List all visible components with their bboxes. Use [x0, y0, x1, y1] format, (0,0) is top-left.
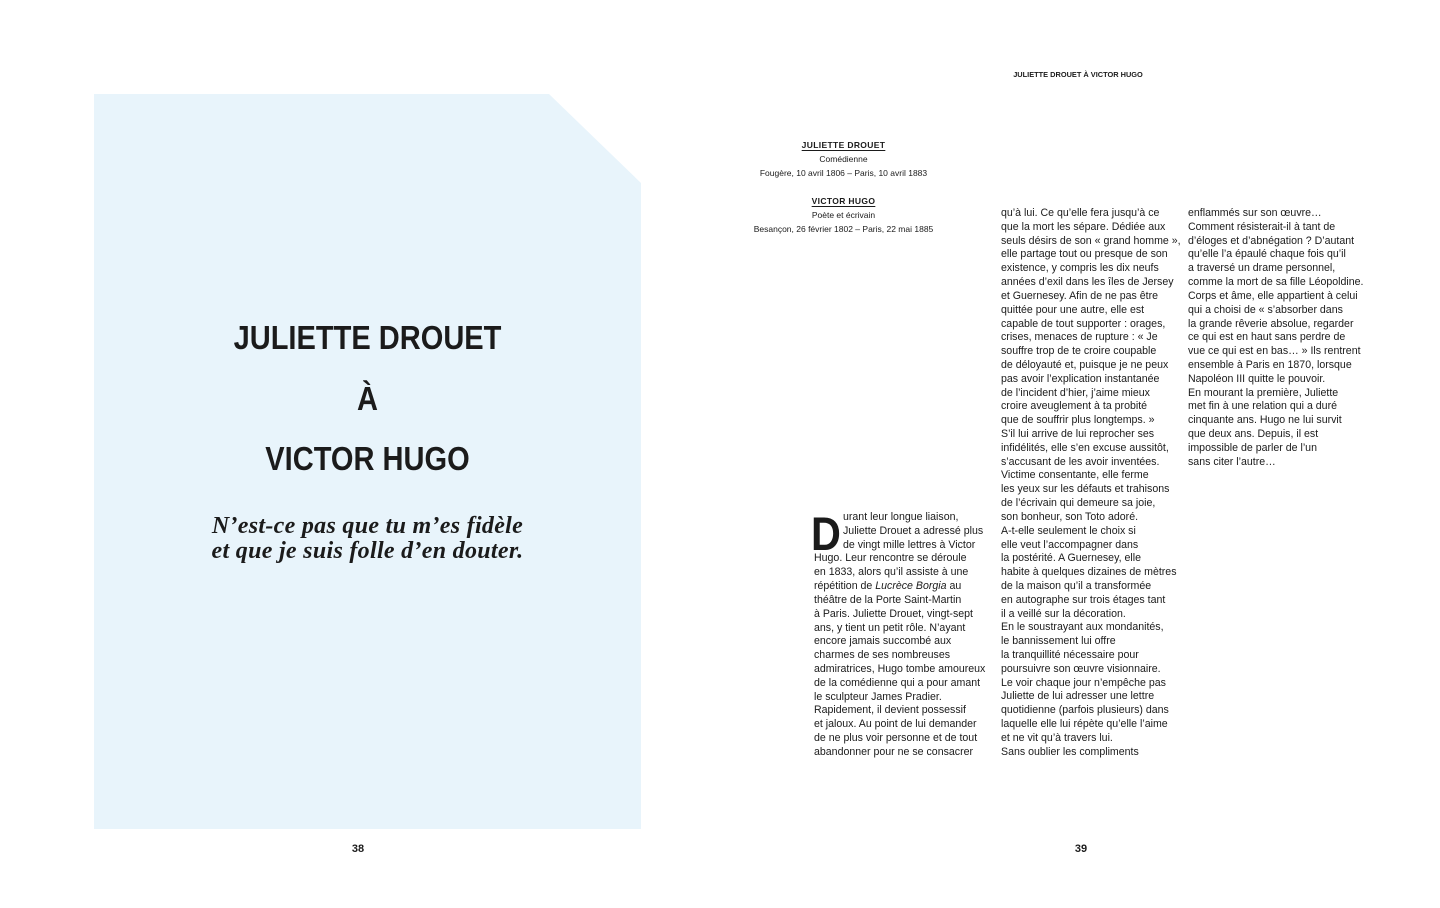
body-text-line: de vingt mille lettres à Victor: [843, 538, 976, 551]
body-text-line: Rapidement, il devient possessif: [814, 704, 966, 717]
body-text-line: Juliette de lui adresser une lettre: [1001, 690, 1155, 703]
body-text-line: ce qui est en haut sans perdre de: [1188, 331, 1346, 344]
body-text-line: quittée pour une autre, elle est: [1001, 303, 1145, 316]
body-text-line: Corps et âme, elle appartient à celui: [1188, 289, 1358, 302]
italic-title-text: Lucrèce Borgia: [875, 580, 947, 593]
body-text-line: vue ce qui est en bas… » Ils rentrent: [1188, 345, 1361, 358]
body-text-line: [814, 580, 985, 594]
body-text-line: quotidienne (parfois plusieurs) dans: [1001, 704, 1169, 717]
body-text-line: s’accusant de les avoir inventées.: [1001, 455, 1160, 468]
text-column-2: [1001, 207, 1181, 760]
body-text-line: infidélités, elle s’en excuse aussitôt,: [1001, 441, 1169, 454]
page-number-right: 39: [1074, 843, 1088, 855]
bio-role: Comédienne: [819, 154, 868, 164]
body-text-line: Hugo. Leur rencontre se déroule: [814, 552, 967, 565]
body-text-line: charmes de ses nombreuses: [814, 649, 951, 662]
body-text-line: de la maison qu’il a transformée: [1001, 579, 1152, 592]
title-name-victor: VICTOR HUGO: [265, 440, 470, 477]
body-text-line: et ne vit qu’à travers lui.: [1001, 731, 1113, 744]
title-name-juliette: JULIETTE DROUET: [233, 319, 502, 356]
bio-name: JULIETTE DROUET: [801, 140, 886, 150]
body-text-line: Napoléon III quitte le pouvoir.: [1188, 372, 1326, 385]
body-text-line: de ne plus voir personne et de tout: [814, 732, 978, 744]
body-text-line: d’éloges et d’abnégation ? D’autant: [1188, 234, 1355, 247]
body-text-line: laquelle elle lui répète qu’elle l’aime: [1001, 718, 1168, 731]
body-text-line: met fin à une relation qui a duré: [1188, 400, 1337, 413]
bio-role: Poète et écrivain: [811, 210, 876, 220]
body-text-line: la grande rêverie absolue, regarder: [1188, 317, 1354, 330]
body-text-line: théâtre de la Porte Saint-Martin: [814, 593, 962, 606]
body-text-line: existence, y compris les dix neufs: [1001, 262, 1159, 275]
body-text-line: souffre trop de te croire coupable: [1001, 345, 1157, 358]
body-text-line: croire aveuglement à ta probité: [1001, 400, 1148, 413]
body-text-line: de l’écrivain qui demeure sa joie,: [1001, 497, 1156, 510]
body-text-line: de déloyauté et, puisque je ne peux: [1001, 358, 1169, 371]
body-text-line: impossible de parler de l’un: [1188, 441, 1317, 454]
body-text-line: il a veillé sur la décoration.: [1001, 607, 1126, 620]
bio-dates: Besançon, 26 février 1802 – Paris, 22 mai 1885: [753, 224, 934, 234]
body-text-line: Le voir chaque jour n’empêche pas: [1001, 676, 1166, 689]
body-text-line: et Guernesey. Afin de ne pas être: [1001, 289, 1159, 302]
body-text-line: qu’elle l’a épaulé chaque fois qu’il: [1188, 248, 1346, 261]
body-text-line: seuls désirs de son « grand homme »,: [1001, 234, 1181, 247]
body-text-line: crises, menaces de rupture : « Je: [1001, 331, 1158, 344]
bio-name: VICTOR HUGO: [811, 196, 876, 206]
title-connector: À: [357, 380, 378, 417]
text-column-3: [1188, 207, 1363, 469]
bio-dates: Fougère, 10 avril 1806 – Paris, 10 avril 1883: [759, 168, 928, 178]
drop-cap: D: [811, 506, 841, 560]
body-text-line: enflammés sur son œuvre…: [1188, 207, 1322, 219]
body-text-line: Victime consentante, elle ferme: [1001, 469, 1149, 482]
body-text-line: le sculpteur James Pradier.: [814, 690, 942, 703]
body-text-line: que de souffrir plus longtemps. »: [1001, 414, 1155, 427]
body-text-line: elle partage tout ou presque de son: [1001, 248, 1168, 261]
text-column-1: [814, 511, 985, 760]
body-text-line: ans, y tient un petit rôle. N’ayant: [814, 621, 966, 634]
body-text-line: que deux ans. Depuis, il est: [1188, 428, 1319, 440]
body-text-line: à Paris. Juliette Drouet, vingt-sept: [814, 607, 973, 620]
body-text-line: le bannissement lui offre: [1001, 635, 1116, 648]
body-text-line: encore jamais succombé aux: [814, 635, 952, 648]
body-text-line: années d’exil dans les îles de Jersey: [1001, 276, 1174, 289]
text-segment: au: [946, 580, 962, 593]
body-text-line: A-t-elle seulement le choix si: [1001, 524, 1136, 537]
body-text-line: en 1833, alors qu’il assiste à une: [814, 566, 969, 579]
body-text-line: abandonner pour ne se consacrer: [814, 745, 974, 758]
body-text-line: En le soustrayant aux mondanités,: [1001, 621, 1164, 634]
body-text-line: cinquante ans. Hugo ne lui survit: [1188, 414, 1342, 427]
quote-line: et que je suis folle d’en douter.: [211, 538, 524, 564]
bio-block: [733, 138, 954, 236]
body-text-line: capable de tout supporter : orages,: [1001, 317, 1166, 330]
body-text-line: habite à quelques dizaines de mètres: [1001, 566, 1177, 579]
body-text-line: comme la mort de sa fille Léopoldine.: [1188, 276, 1364, 289]
body-text-line: ensemble à Paris en 1870, lorsque: [1188, 358, 1352, 371]
epigraph-quote: [94, 514, 641, 564]
body-text-line: qu’à lui. Ce qu’elle fera jusqu’à ce: [1001, 207, 1160, 219]
body-text-line: la tranquillité nécessaire pour: [1001, 649, 1139, 661]
body-text-line: En mourant la première, Juliette: [1188, 386, 1339, 399]
body-text-line: poursuivre son œuvre visionnaire.: [1001, 662, 1161, 675]
quote-line: N’est-ce pas que tu m’es fidèle: [211, 513, 524, 539]
body-text-line: sans citer l’autre…: [1188, 455, 1276, 468]
body-text-line: admiratrices, Hugo tombe amoureux: [814, 662, 986, 675]
bio-victor-hugo: [733, 194, 954, 236]
body-text-line: les yeux sur les défauts et trahisons: [1001, 483, 1170, 496]
body-text-line: urant leur longue liaison,: [843, 511, 959, 523]
bio-juliette-drouet: [733, 138, 954, 180]
body-text-line: Juliette Drouet a adressé plus: [843, 524, 984, 537]
body-text-line: elle veut l’accompagner dans: [1001, 538, 1139, 551]
body-text-line: et jaloux. Au point de lui demander: [814, 718, 977, 731]
body-text-line: en autographe sur trois étages tant: [1001, 593, 1166, 606]
running-header: JULIETTE DROUET À VICTOR HUGO: [1013, 70, 1143, 79]
body-text-line: de la comédienne qui a pour amant: [814, 676, 981, 689]
text-segment: répétition de: [814, 580, 876, 593]
body-text-line: son bonheur, son Toto adoré.: [1001, 510, 1139, 523]
body-text-line: a traversé un drame personnel,: [1188, 262, 1336, 275]
body-text-line: de l’incident d’hier, j’aime mieux: [1001, 386, 1150, 399]
body-text-line: pas avoir l’explication instantanée: [1001, 372, 1160, 385]
body-text-line: S’il lui arrive de lui reprocher ses: [1001, 428, 1155, 440]
body-text-line: la postérité. A Guernesey, elle: [1001, 552, 1141, 565]
body-text-line: Sans oublier les compliments: [1001, 745, 1139, 758]
body-text-line: qui a choisi de « s’absorber dans: [1188, 303, 1343, 316]
body-text-line: Comment résisterait-il à tant de: [1188, 220, 1336, 233]
page-number-left: 38: [351, 843, 365, 855]
body-text-line: que la mort les sépare. Dédiée aux: [1001, 220, 1166, 233]
